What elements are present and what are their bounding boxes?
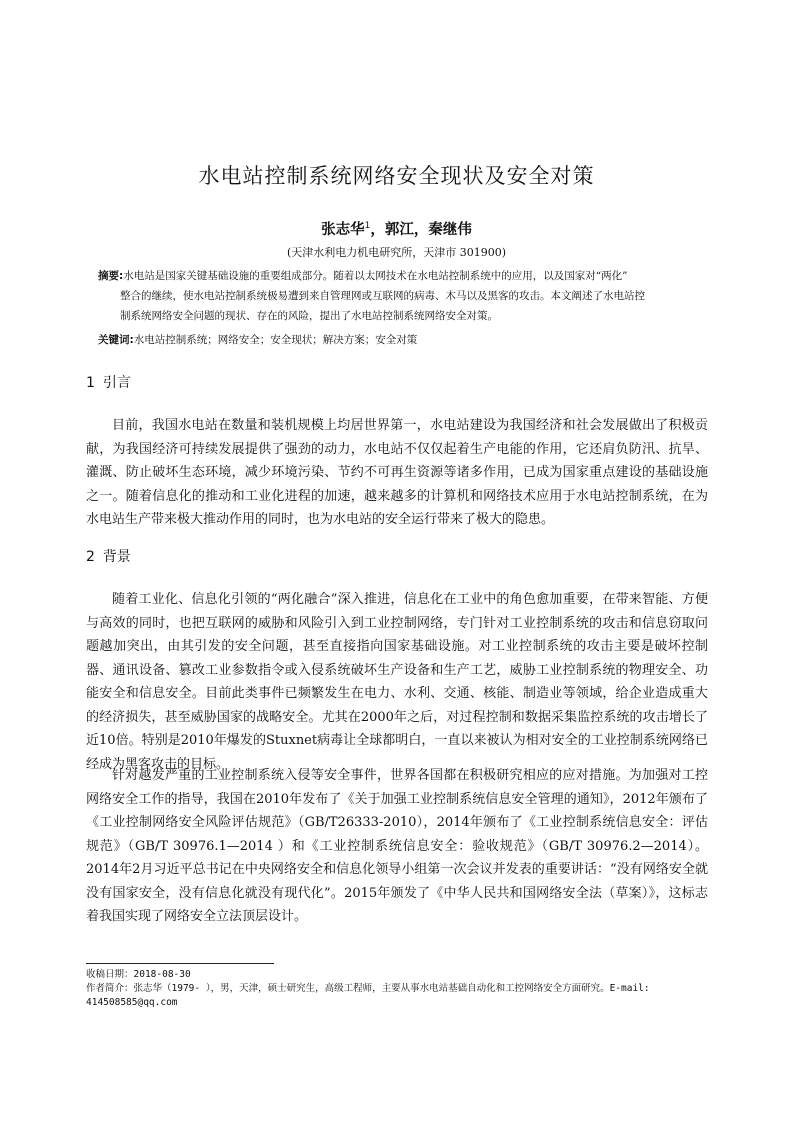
author-affiliation-marker: 1 — [364, 221, 371, 232]
author-bio: 作者简介：张志华（1979- ），男，天津，硕士研究生，高级工程师，主要从事水电站基础自动化和工控网络安全方面研究。E-mail: — [86, 983, 650, 994]
paper-title: 水电站控制系统网络安全现状及安全对策 — [198, 164, 595, 188]
section-heading-1 — [86, 372, 131, 392]
keywords — [98, 331, 708, 349]
abstract — [98, 266, 708, 326]
affiliation: (天津水利电力机电研究所，天津市 301900) — [286, 246, 507, 259]
keywords-text: 水电站控制系统；网络安全；安全现状；解决方案；安全对策 — [133, 334, 418, 346]
keywords-label: 关键词: — [98, 334, 134, 346]
section-number: 1 — [86, 375, 95, 391]
footnote — [86, 968, 708, 1010]
footnote-divider — [86, 963, 274, 964]
section-title: 引言 — [102, 375, 131, 391]
author-list — [0, 218, 793, 239]
author-email: 414508585@qq.com — [86, 997, 178, 1008]
paragraph: 针对越发严重的工业控制系统入侵等安全事件，世界各国都在积极研究相应的应对措施。为加强对工控网络安全工作的指导，我国在2010年发布了《关于加强工业控制系统信息安全管理的通知》，2012年颁布了《工业控制网络安全风险评估规范》（GB/T26333-2010），2014年颁布了《工业控制系统信息安全：评估规范》（GB/T 30976.1—2014 ）和《工业控制系统信息安全：验收规范》（GB/T 30976.2—2014）。2014年2月习近平总书记在中央网络安全和信息化领导小组第一次会议并发表的重要讲话：“没有网络安全就没有国家安全，没有信息化就没有现代化”。2015年颁发了《中华人民共和国网络安全法（草案）》，这标志着我国实现了网络安全立法顶层设计。 — [86, 768, 708, 924]
section-heading-2 — [86, 546, 131, 566]
abstract-line: 制系统网络安全问题的现状、存在的风险，提出了水电站控制系统网络安全对策。 — [120, 310, 498, 322]
paragraph: 目前，我国水电站在数量和装机规模上均居世界第一，水电站建设为我国经济和社会发展做出了积极贡献，为我国经济可持续发展提供了强劲的动力，水电站不仅仅起着生产电能的作用，它还肩负防汛、抗旱、灌溉、防止破坏生态环境，减少环境污染、节约不可再生资源等诸多作用，已成为国家重点建设的基础设施之一。随着信息化的推动和工业化进程的加速，越来越多的计算机和网络技术应用于水电站控制系统，在为水电站生产带来极大推动作用的同时，也为水电站的安全运行带来了极大的隐患。 — [86, 418, 708, 527]
paragraph: 随着工业化、信息化引领的“两化融合”深入推进，信息化在工业中的角色愈加重要，在带来智能、方便与高效的同时，也把互联网的威胁和风险引入到工业控制网络，专门针对工业控制系统的攻击和信息窃取问题越加突出，由其引发的安全问题，甚至直接指向国家基础设施。对工业控制系统的攻击主要是破坏控制器、通讯设备、篡改工业参数指令或入侵系统破坏生产设备和生产工艺，威胁工业控制系统的物理安全、功能安全和信息安全。目前此类事件已频繁发生在电力、水利、交通、核能、制造业等领域，给企业造成重大的经济损失，甚至威胁国家的战略安全。尤其在2000年之后，对过程控制和数据采集监控系统的攻击增长了近10倍。特别是2010年爆发的Stuxnet病毒让全球都明白，一直以来被认为相对安全的工业控制系统网络已经成为黑客攻击的目标。 — [86, 592, 708, 772]
section-number: 2 — [86, 549, 95, 565]
abstract-text: 水电站是国家关键基础设施的重要组成部分。随着以太网技术在水电站控制系统中的应用，以及国家对“两化” — [123, 270, 628, 282]
received-date: 收稿日期：2018-08-30 — [86, 969, 191, 980]
other-authors: ，郭江，秦继伟 — [370, 222, 472, 238]
first-author: 张志华 — [321, 222, 365, 238]
abstract-line — [98, 266, 708, 286]
abstract-line: 整合的继续，使水电站控制系统极易遭到来自管理网或互联网的病毒、木马以及黑客的攻击。本文阐述了水电站控 — [120, 290, 645, 302]
abstract-label: 摘要: — [98, 270, 124, 282]
section-title: 背景 — [102, 549, 131, 565]
